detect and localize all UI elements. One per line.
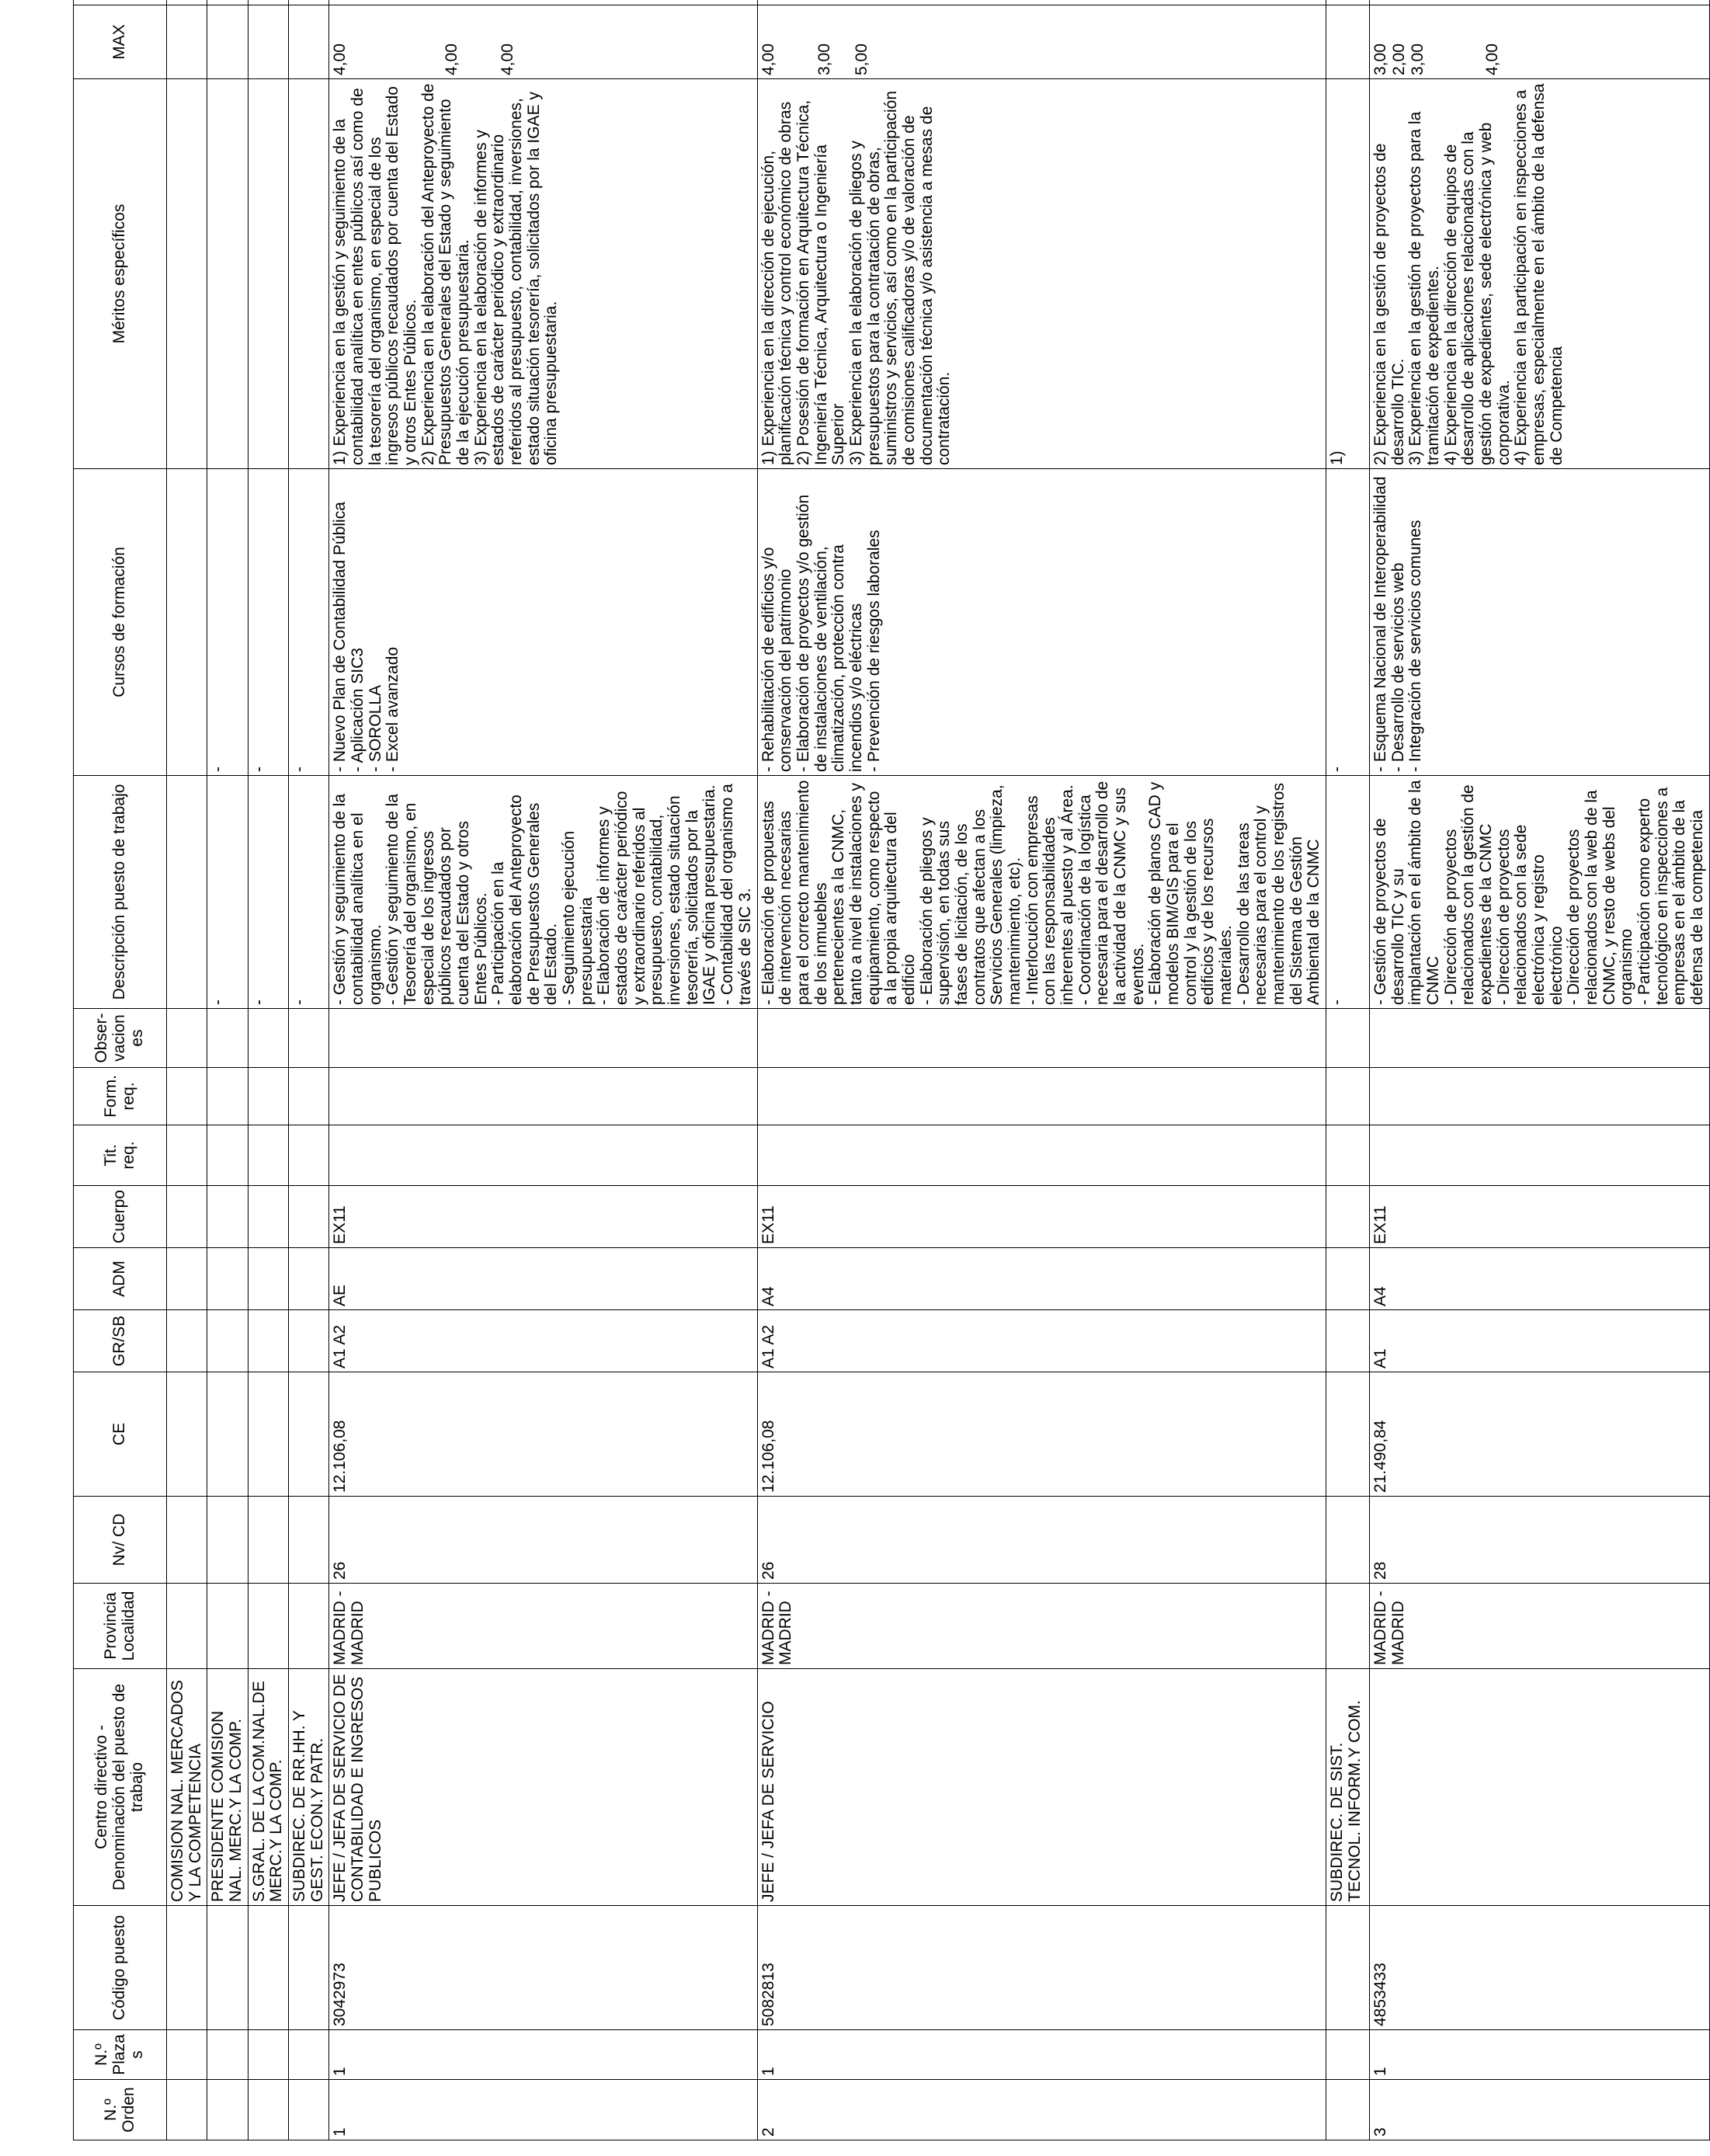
job-descripcion: - Gestión y seguimiento de la contabilidad analítica en el organismo. - Gestión y seguimiento de la Tesorería del organismo, en especial de los ingresos públicos recaudados por cuenta del Estado y otros Entes Públicos. - Participación en la elaboración del Anteproyecto de Presupuestos Generales del Estado. - Seguimiento ejecución presupuestaria - Elaboración de informes y estados de carácter periódico y extraordinario referidos al presupuesto, contabilidad, inversiones, estado situación tesorería, solicitados por la IGAE y oficina presupuestaria. - Contabilidad del organismo a través de SIC 3. [329,776,757,1009]
job-grupo: A1 [1370,1310,1710,1372]
job-plazas: 1 [1370,2030,1710,2080]
job-orden: 3 [1370,2080,1710,2140]
org-row [167,0,207,2140]
job-ce: 12.106,08 [329,1372,757,1497]
org-centro: PRESIDENTE COMISION NAL. MERC.Y LA COMP. [207,1669,248,1906]
org-desc: - [207,776,248,1009]
org-centro: SUBDIREC. DE SIST. TECNOL. INFORM.Y COM. [1326,1669,1370,1906]
job-me [1370,0,1710,5]
job-provincia: MADRID - MADRID [329,1584,757,1669]
job-cursos: - Rehabilitación de edificios y/o conservación del patrimonio - Elaboración de proyectos y/o gestión de instalaciones de ventilación, climatización, protección contra incendios y/o eléctricas - Prevención de riesgos laborales [757,469,1326,776]
job-codigo: 5082813 [757,1906,1326,2030]
job-grupo: A1 A2 [757,1310,1326,1372]
header-nivel: Nv/ CD [74,1497,167,1584]
job-max [329,5,757,79]
table-row [757,0,1326,2140]
org-meritos [289,79,329,469]
max-value [835,9,853,75]
max-value [369,9,388,75]
job-titulacion [1370,1125,1710,1186]
job-nivel: 28 [1370,1497,1710,1584]
org-cursos: - [289,469,329,776]
org-desc: - [289,776,329,1009]
job-cuerpo: EX11 [329,1186,757,1248]
job-me [329,0,757,5]
max-value: 4,00 [759,43,777,75]
job-meritos: 1) Experiencia en la gestión y seguimiento de la contabilidad analítica en entes públicos así como de la tesorería del organismo, en especial de los ingresos públicos recaudados por cuenta del Estado y otros Entes Públicos. 2) Experiencia en la elaboración del Anteproyecto de Presupuestos Generales del Estado y seguimiento de la ejecución presupuestaria. 3) Experiencia en la elaboración de informes y estados de carácter periódico y extraordinario referidos al presupuesto, contabilidad, inversiones, estado situación tesorería, solicitados por la IGAE y oficina presupuestaria. [329,79,757,469]
max-value [1447,9,1465,75]
job-max [757,5,1326,79]
org-row [289,0,329,2140]
header-adm: ADM [74,1248,167,1310]
max-value: 4,00 [499,43,517,75]
job-observaciones [329,1009,757,1068]
job-centro: JEFE / JEFA DE SERVICIO [757,1669,1326,1906]
job-plazas: 1 [329,2030,757,2080]
job-orden: 1 [329,2080,757,2140]
job-grupo: A1 A2 [329,1310,757,1372]
max-value: 2,00 [1390,43,1408,75]
job-codigo: 3042973 [329,1906,757,2030]
header-meritos: Méritos específicos [74,79,167,469]
header-me [74,0,167,5]
org-cursos: - [1326,469,1370,776]
header-grupo: GR/SB [74,1310,167,1372]
job-observaciones [1370,1009,1710,1068]
max-value: 3,00 [1409,43,1427,75]
job-meritos: 2) Experiencia en la gestión de proyectos de desarrollo TIC. 3) Experiencia en la gestión de proyectos para la tramitación de expedientes. 4) Experiencia en la dirección de equipos de desarrollo de aplicaciones relacionadas con la gestión de expedientes, sede electrónica y web corporativa. 4) Experiencia en la participación en inspecciones a empresas, especialmente en el ámbito de la defensa de Competencia [1370,79,1710,469]
max-value [1465,9,1484,75]
job-max [1370,5,1710,79]
max-value: 4,00 [331,43,349,75]
job-codigo: 4853433 [1370,1906,1710,2030]
job-ce: 12.106,08 [757,1372,1326,1497]
job-centro [1370,1669,1710,1906]
header-provincia: Provincia Localidad [74,1584,167,1669]
header-plazas: N.º Plazas [74,2030,167,2080]
job-ce: 21.490,84 [1370,1372,1710,1497]
max-value: 5,00 [852,43,871,75]
org-row [1326,0,1370,2140]
max-value [406,9,425,75]
job-plazas: 1 [757,2030,1326,2080]
job-formacion [757,1068,1326,1125]
job-titulacion [757,1125,1326,1186]
job-descripcion: - Elaboración de propuestas de intervención necesarias para el correcto mantenimiento de los inmuebles pertenecientes a la CNMC, tanto a nivel de instalaciones y equipamiento, como respecto a la propia arquitectura del edificio - Elaboración de pliegos y supervisión, en todas sus fases de licitación, de los contratos que afectan a los Servicios Generales (limpieza, mantenimiento, etc). - Interlocución con empresas con las responsabilidades inherentes al puesto y al Área. - Coordinación de la logística necesaria para el desarrollo de la actividad de la CNMC y sus eventos. - Elaboración de planos CAD y modelos BIM/GIS para el control y la gestión de los edificios y de los recursos materiales. - Desarrollo de las tareas necesarias para el control y mantenimiento de los registros del Sistema de Gestión Ambiental de la CNMC [757,776,1326,1009]
max-value [462,9,481,75]
job-cursos: - Nuevo Plan de Contabilidad Pública - Aplicación SIC3 - SOROLLA - Excel avanzado [329,469,757,776]
job-titulacion [329,1125,757,1186]
org-meritos: 1) [1326,79,1370,469]
table-row [329,0,757,2140]
job-formacion [1370,1068,1710,1125]
job-adm: A4 [757,1248,1326,1310]
max-value [798,9,816,75]
header-orden: N.º Orden [74,2080,167,2140]
header-row [74,0,167,2140]
header-descripcion: Descripción puesto de trabajo [74,776,167,1009]
max-value [1428,9,1447,75]
org-centro: COMISION NAL. MERCADOS Y LA COMPETENCIA [167,1669,207,1906]
table-row [1370,0,1710,2140]
header-titulacion: Tit. req. [74,1125,167,1186]
org-desc: - [248,776,288,1009]
org-cursos: - [207,469,248,776]
job-centro: JEFE / JEFA DE SERVICIO DE CONTABILIDAD E INGRESOS PUBLICOS [329,1669,757,1906]
org-row [248,0,288,2140]
job-nivel: 26 [757,1497,1326,1584]
max-value [481,9,499,75]
header-centro: Centro directivo - Denominación del puesto de trabajo [74,1669,167,1906]
job-cursos: - Esquema Nacional de Interoperabilidad - Desarrollo de servicios web - Integración de servicios comunes [1370,469,1710,776]
job-adm: A4 [1370,1248,1710,1310]
org-desc: - [1326,776,1370,1009]
job-observaciones [757,1009,1326,1068]
max-value [388,9,406,75]
org-meritos [207,79,248,469]
org-row [207,0,248,2140]
job-cuerpo: EX11 [757,1186,1326,1248]
job-me [757,0,1326,5]
org-meritos [248,79,288,469]
job-provincia: MADRID - MADRID [757,1584,1326,1669]
max-value: 4,00 [443,43,461,75]
header-formacion: Form. req. [74,1068,167,1125]
header-max: MAX [74,5,167,79]
max-value [425,9,443,75]
job-nivel: 26 [329,1497,757,1584]
header-cuerpo: Cuerpo [74,1186,167,1248]
max-value: 3,00 [815,43,833,75]
job-adm: AE [329,1248,757,1310]
max-value: 3,00 [1371,43,1389,75]
max-value [350,9,369,75]
org-cursos: - [248,469,288,776]
job-descripcion: - Gestión de proyectos de desarrollo TIC y su implantación en el ámbito de la CNMC - Dirección de proyectos relacionados con la gestión de expedientes de la CNMC - Dirección de proyectos relacionados con la sede electrónica y registro electrónico - Dirección de proyectos relacionados con la web de la CNMC, y resto de webs del organismo - Participación como experto tecnológico en inspecciones a empresas en el ámbito de la defensa de la competencia [1370,776,1710,1009]
job-cuerpo: EX11 [1370,1186,1710,1248]
job-meritos: 1) Experiencia en la dirección de ejecución, planificación técnica y control económico de obras 2) Posesión de formación en Arquitectura Técnica, Ingeniería Técnica, Arquitectura o Ingeniería Superior 3) Experiencia en la elaboración de pliegos y presupuestos para la contratación de obras, suministros y servicios, así como en la participación de comisiones calificadoras y/o de valoración de documentación técnica y/o asistencia a mesas de contratación. [757,79,1326,469]
org-centro: SUBDIREC. DE RR.HH. Y GEST. ECON.Y PATR. [289,1669,329,1906]
org-meritos [167,79,207,469]
org-centro: S.GRAL. DE LA COM.NAL.DE MERC.Y LA COMP. [248,1669,288,1906]
header-cursos: Cursos de formación [74,469,167,776]
job-orden: 2 [757,2080,1326,2140]
header-observaciones: Obser- vaciones [74,1009,167,1068]
max-value: 4,00 [1483,43,1501,75]
org-cursos [167,469,207,776]
job-positions-table [73,0,1710,2140]
header-codigo: Código puesto [74,1906,167,2030]
org-desc [167,776,207,1009]
job-formacion [329,1068,757,1125]
job-provincia: MADRID - MADRID [1370,1584,1710,1669]
header-ce: CE [74,1372,167,1497]
max-value [779,9,798,75]
